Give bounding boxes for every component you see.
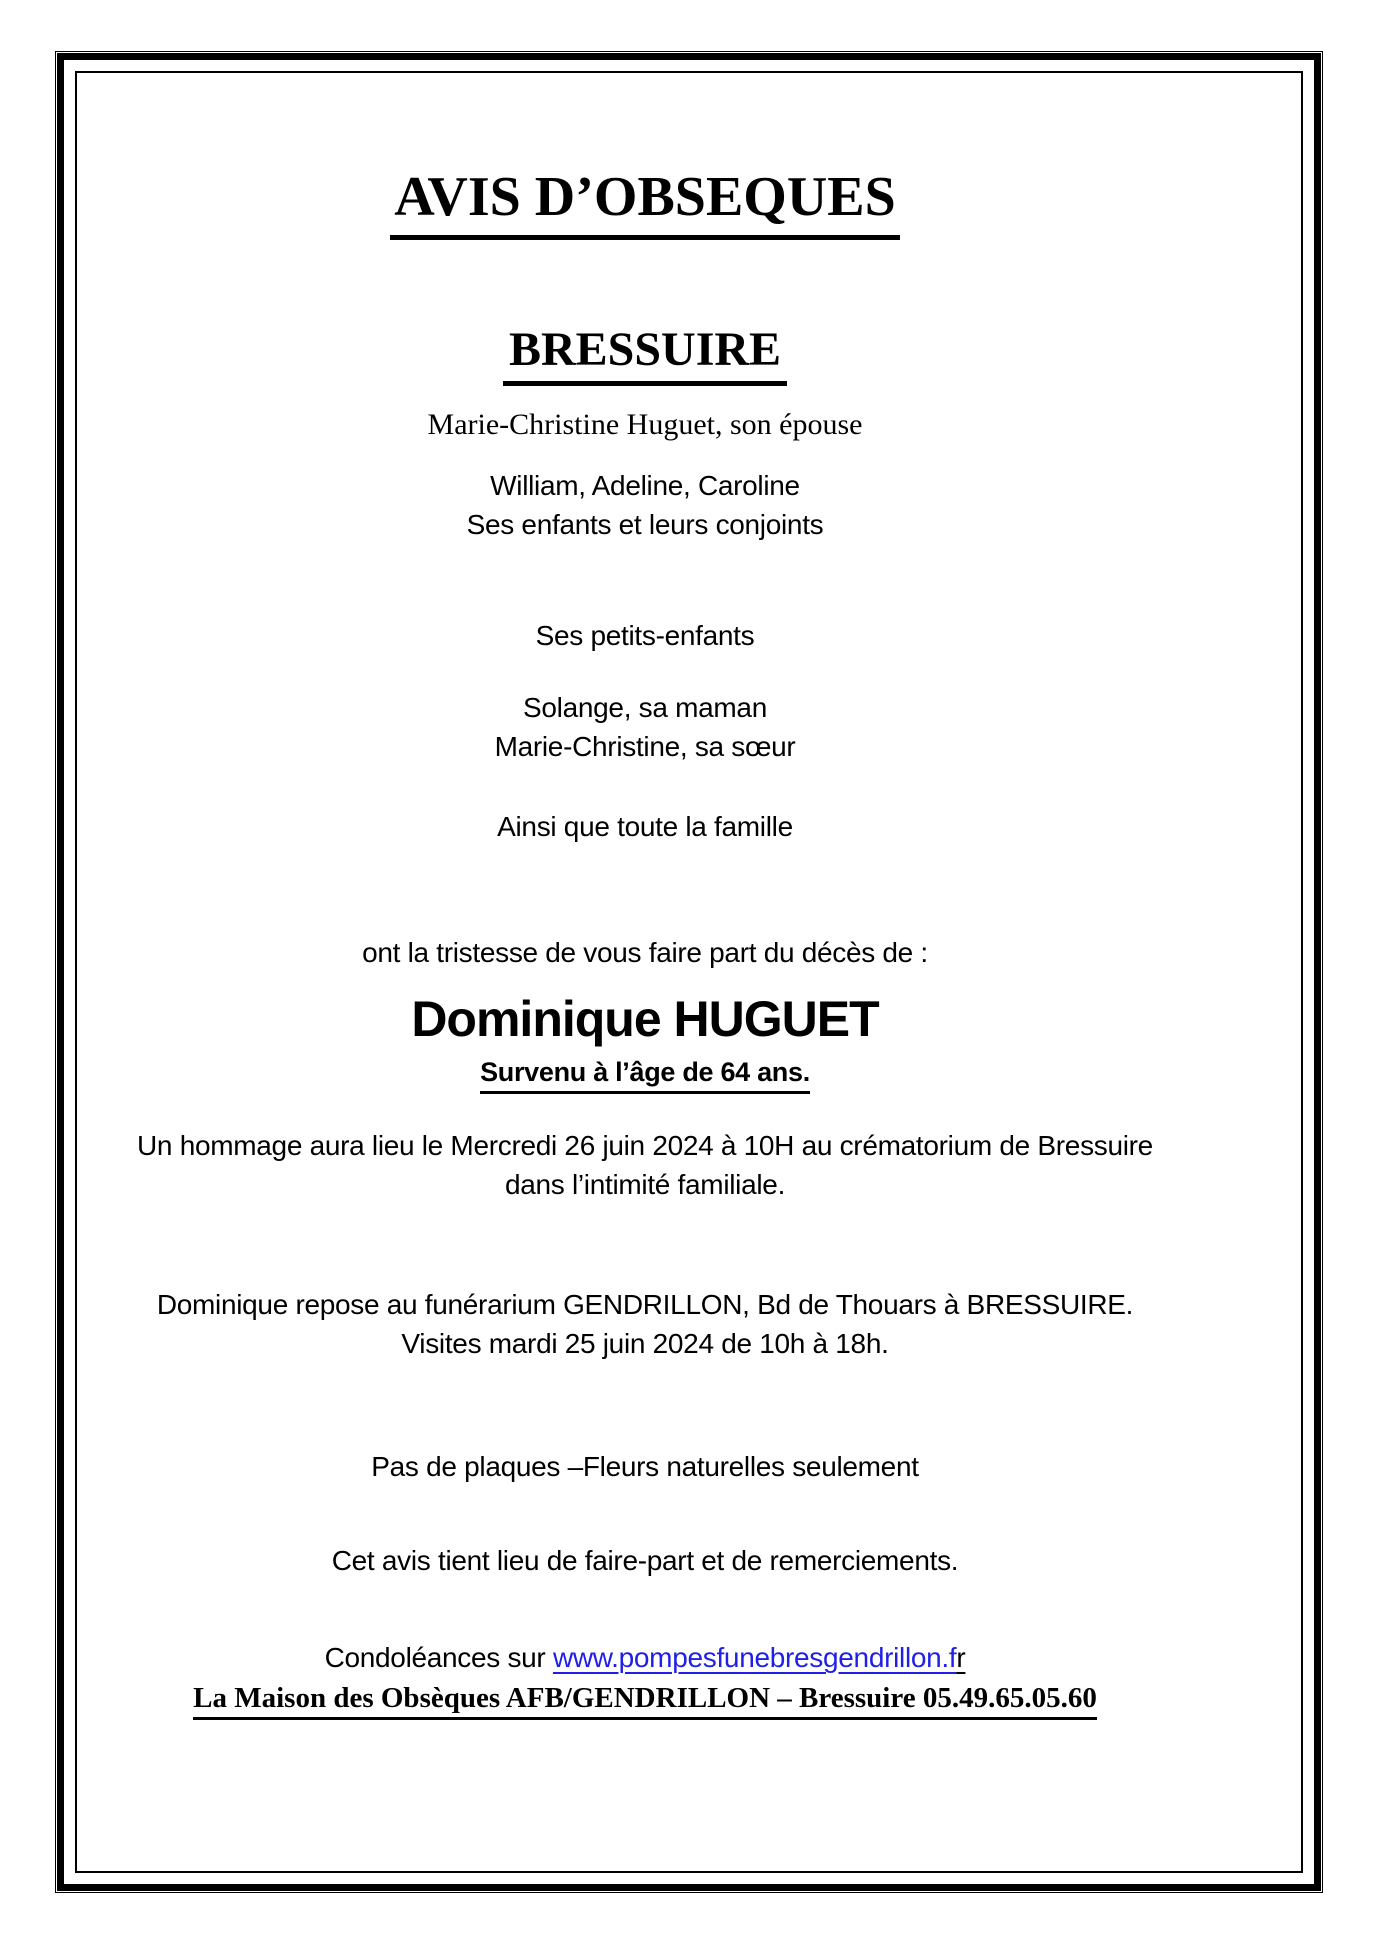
condolences-prefix: Condoléances sur <box>324 1642 553 1673</box>
city-heading <box>92 322 1198 386</box>
spouse-line: Marie-Christine Huguet, son épouse <box>427 408 863 441</box>
age-line-text: Survenu à l’âge de 64 ans. <box>480 1057 810 1094</box>
sister-line: Marie-Christine, sa sœur <box>494 731 796 762</box>
children-names-line: William, Adeline, Caroline <box>490 470 800 501</box>
deceased-name: Dominique HUGUET <box>411 991 879 1047</box>
family-all-line: Ainsi que toute la famille <box>497 811 793 842</box>
repose-line-2: Visites mardi 25 juin 2024 de 10h à 18h. <box>401 1328 889 1359</box>
announcement-line: ont la tristesse de vous faire part du décès de : <box>362 937 928 968</box>
funeral-home-line <box>92 1682 1198 1720</box>
flowers-note-line: Pas de plaques –Fleurs naturelles seulement <box>371 1451 919 1482</box>
city-heading-text: BRESSUIRE <box>503 322 787 386</box>
document-title-text: AVIS D’OBSEQUES <box>390 165 900 240</box>
funeral-home-text: La Maison des Obsèques AFB/GENDRILLON – Bressuire 05.49.65.05.60 <box>193 1682 1097 1720</box>
mother-line: Solange, sa maman <box>523 692 767 723</box>
faire-part-line: Cet avis tient lieu de faire-part et de remerciements. <box>331 1545 959 1576</box>
condolences-link-tail: r <box>956 1642 966 1673</box>
ceremony-line-1: Un hommage aura lieu le Mercredi 26 juin 2024 à 10H au crématorium de Bressuire <box>137 1130 1153 1161</box>
condolences-link[interactable]: www.pompesfunebresgendrillon.f <box>552 1642 957 1673</box>
condolences-line <box>92 1642 1198 1674</box>
repose-line-1: Dominique repose au funérarium GENDRILLON, Bd de Thouars à BRESSUIRE. <box>156 1289 1134 1320</box>
age-line <box>92 1057 1198 1094</box>
document-title <box>92 165 1198 240</box>
ceremony-line-2: dans l’intimité familiale. <box>504 1169 786 1200</box>
grandchildren-line: Ses petits-enfants <box>535 620 755 651</box>
children-label-line: Ses enfants et leurs conjoints <box>466 509 824 540</box>
